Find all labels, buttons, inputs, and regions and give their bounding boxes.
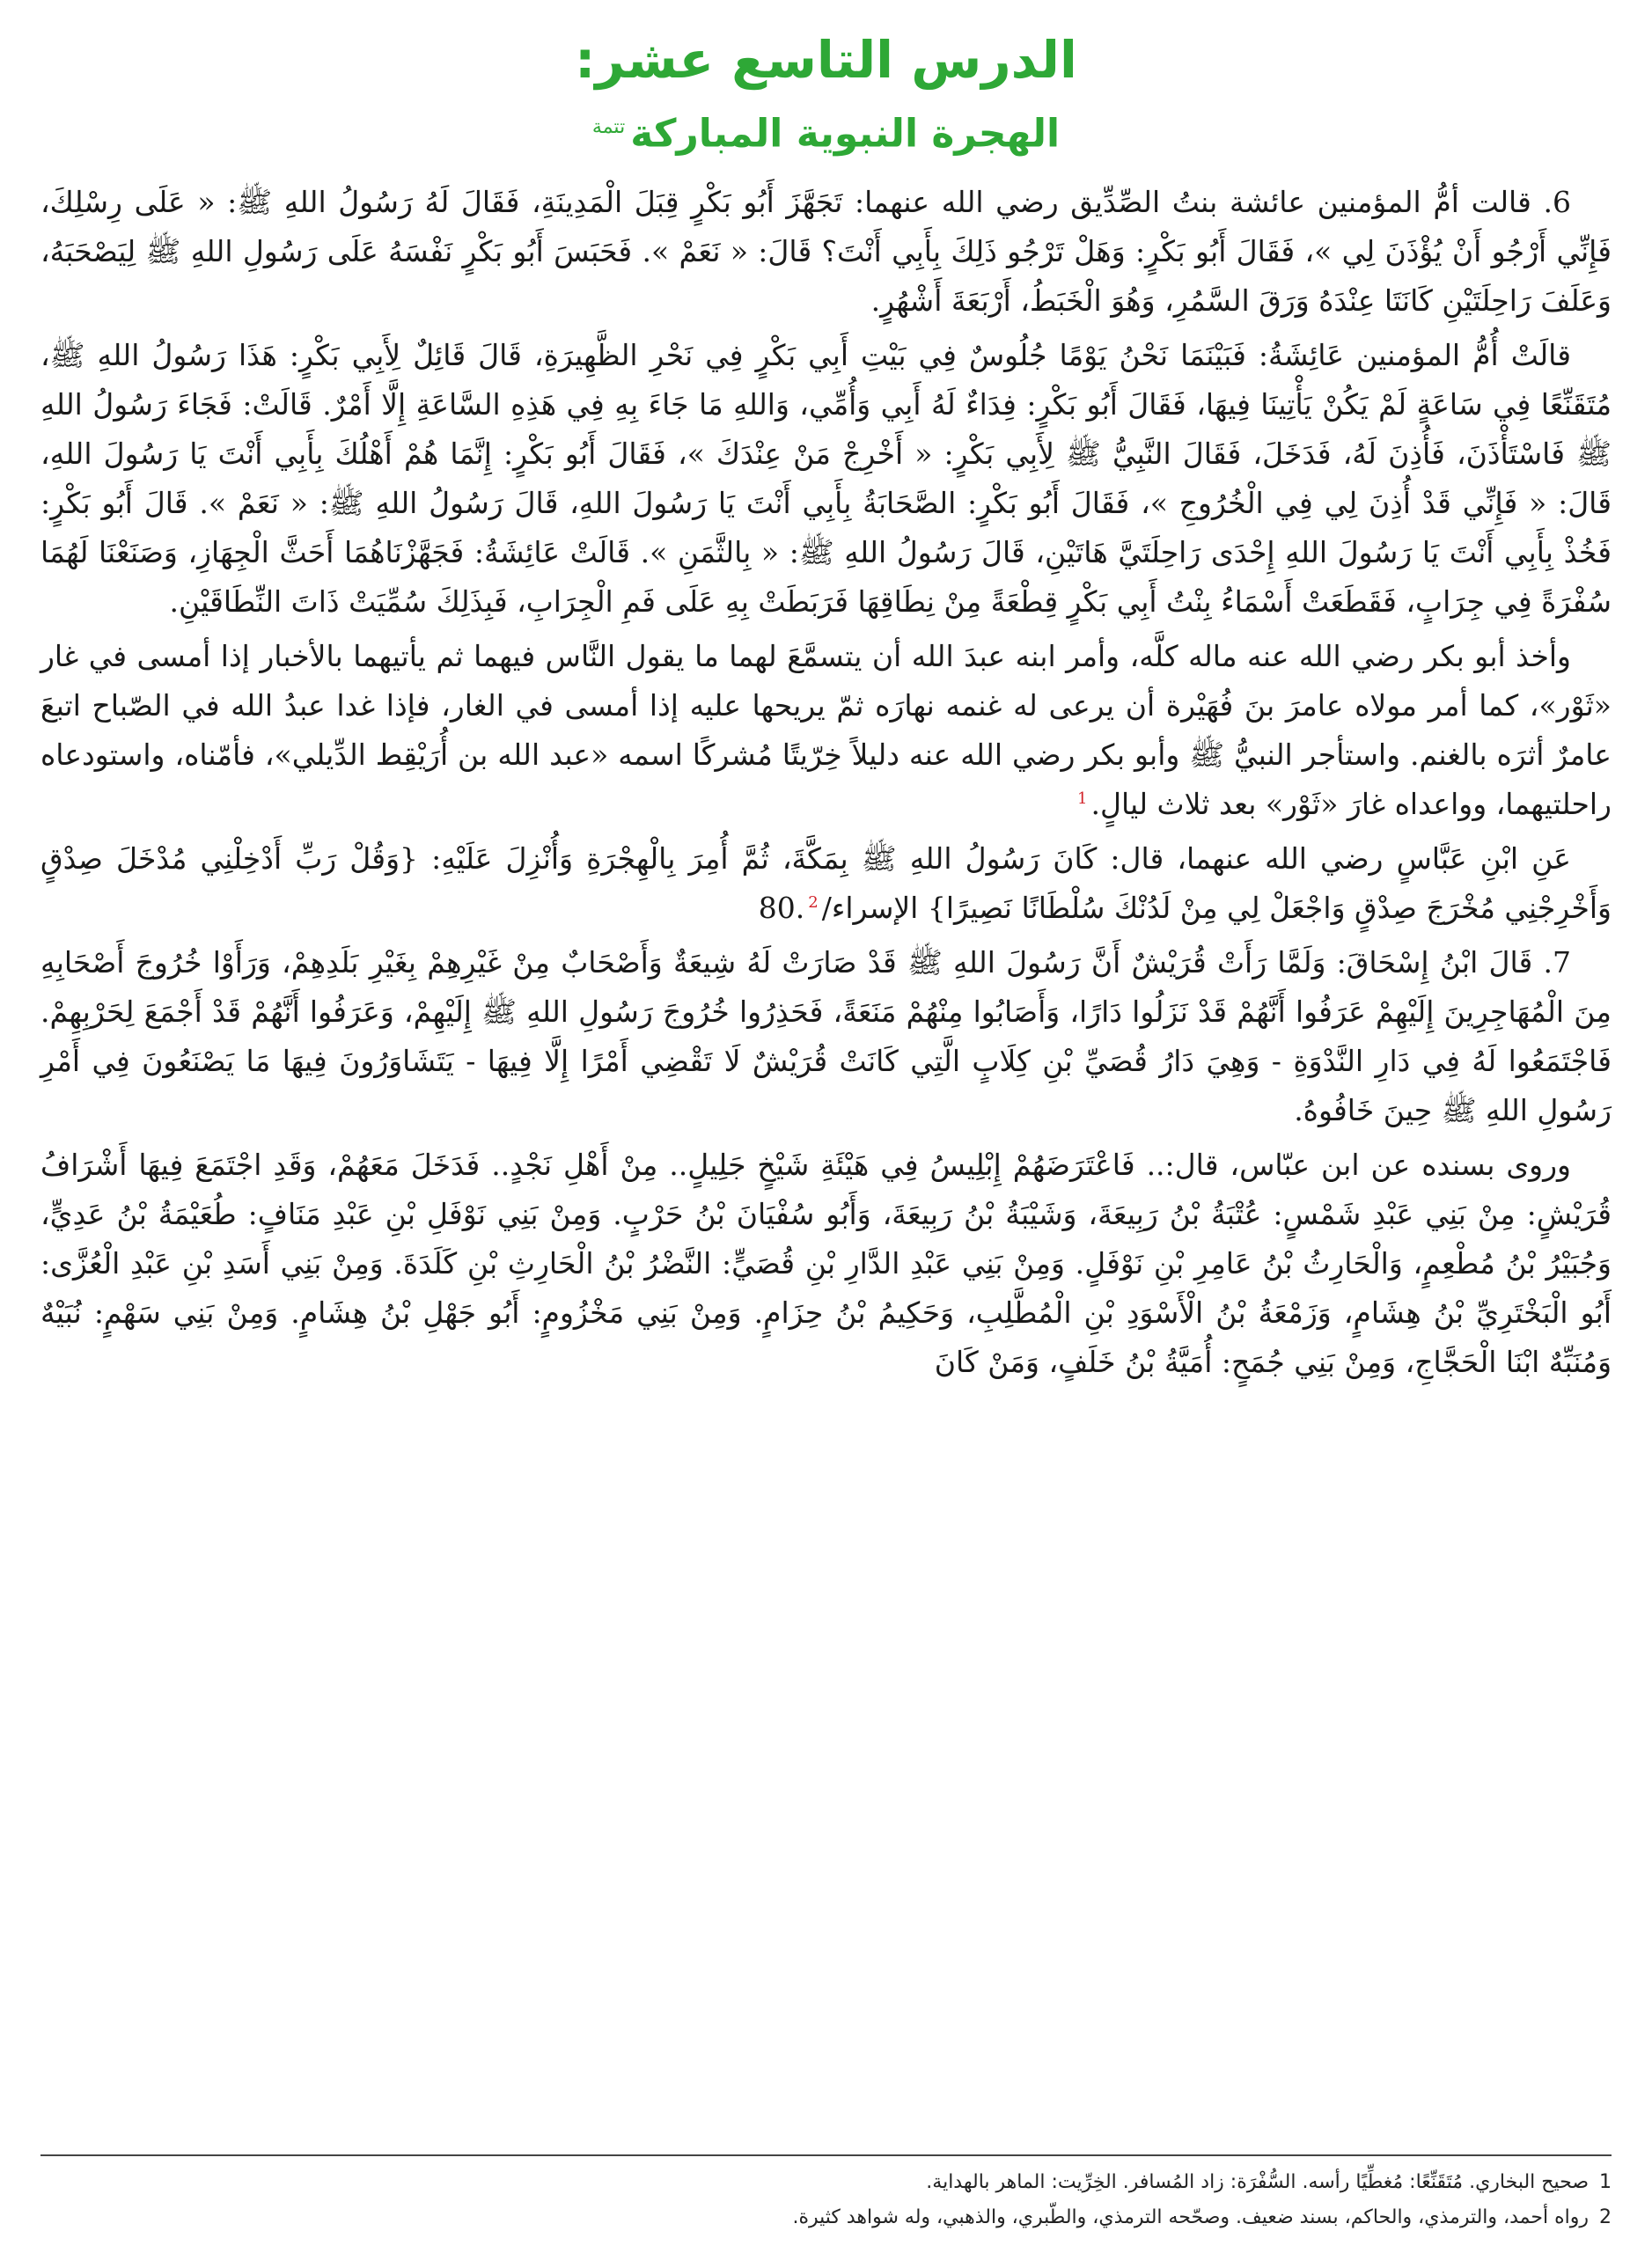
footnote-1 [40, 2165, 1612, 2200]
paragraph-dar-al-nadwa: وروى بسنده عن ابن عبّاس، قال:.. فَاعْتَرَضَهُمْ إِبْلِيسُ فِي هَيْئَةِ شَيْخٍ جَلِيلٍ.. مِنْ أَهْلِ نَجْدٍ.. فَدَخَلَ مَعَهُمْ، وَقَدِ اجْتَمَعَ فِيهَا أَشْرَافُ قُرَيْشٍ: مِنْ بَنِي عَبْدِ شَمْسٍ: عُتْبَةُ بْنُ رَبِيعَةَ، وَشَيْبَةُ بْنُ رَبِيعَةَ، وَأَبُو سُفْيَانَ بْنُ حَرْبٍ. وَمِنْ بَنِي نَوْفَلِ بْنِ عَبْدِ مَنَافٍ: طُعَيْمَةُ بْنُ عَدِيٍّ، وَجُبَيْرُ بْنُ مُطْعِمٍ، وَالْحَارِثُ بْنُ عَامِرِ بْنِ نَوْفَلٍ. وَمِنْ بَنِي عَبْدِ الدَّارِ بْنِ قُصَيٍّ: النَّضْرُ بْنُ الْحَارِثِ بْنِ كَلَدَةَ. وَمِنْ بَنِي أَسَدِ بْنِ عَبْدِ الْعُزَّى: أَبُو الْبَخْتَرِيِّ بْنُ هِشَامٍ، وَزَمْعَةُ بْنُ الْأَسْوَدِ بْنِ الْمُطَّلِبِ، وَحَكِيمُ بْنُ حِزَامٍ. وَمِنْ بَنِي مَخْزُومٍ: أَبُو جَهْلِ بْنُ هِشَامٍ. وَمِنْ بَنِي سَهْمٍ: نُبَيْهٌ وَمُنَبِّهٌ ابْنَا الْحَجَّاجِ، وَمِنْ بَنِي جُمَحٍ: أُمَيَّةُ بْنُ خَلَفٍ، وَمَنْ كَانَ [40, 1147, 1612, 1379]
subtitle-continuation-mark: تتمة [591, 116, 626, 138]
paragraph-ibn-abbas [40, 834, 1612, 933]
subtitle-text: الهجرة النبوية المباركة [630, 111, 1061, 157]
footnote-text: صحيح البخاري. مُتَقَنِّعًا: مُغطِّيًا رأسه. السُّفْرَة: زاد المُسافر. الخِرِّيت: الماهر بالهداية. [926, 2171, 1589, 2193]
paragraph-aisha-account: قالَتْ أُمُّ المؤمنين عَائِشَةُ: فَبَيْنَمَا نَحْنُ يَوْمًا جُلُوسٌ فِي بَيْتِ أَبِي بَكْرٍ فِي نَحْرِ الظَّهِيرَةِ، قَالَ قَائِلٌ لِأَبِي بَكْرٍ: هَذَا رَسُولُ اللهِ ﷺ، مُتَقَنِّعًا فِي سَاعَةٍ لَمْ يَكُنْ يَأْتِينَا فِيهَا، فَقَالَ أَبُو بَكْرٍ: فِدَاءٌ لَهُ أَبِي وَأُمِّي، وَاللهِ مَا جَاءَ بِهِ فِي هَذِهِ السَّاعَةِ إِلَّا أَمْرٌ. قَالَتْ: فَجَاءَ رَسُولُ اللهِ ﷺ فَاسْتَأْذَنَ، فَأُذِنَ لَهُ، فَدَخَلَ، فَقَالَ النَّبِيُّ ﷺ لِأَبِي بَكْرٍ: « أَخْرِجْ مَنْ عِنْدَكَ »، فَقَالَ أَبُو بَكْرٍ: إِنَّمَا هُمْ أَهْلُكَ بِأَبِي أَنْتَ يَا رَسُولَ اللهِ، قَالَ: « فَإِنِّي قَدْ أُذِنَ لِي فِي الْخُرُوجِ »، فَقَالَ أَبُو بَكْرٍ: الصَّحَابَةُ بِأَبِي أَنْتَ يَا رَسُولَ اللهِ، قَالَ رَسُولُ اللهِ ﷺ: « نَعَمْ ». قَالَ أَبُو بَكْرٍ: فَخُذْ بِأَبِي أَنْتَ يَا رَسُولَ اللهِ إِحْدَى رَاحِلَتَيَّ هَاتَيْنِ، قَالَ رَسُولُ اللهِ ﷺ: « بِالثَّمَنِ ». قَالَتْ عَائِشَةُ: فَجَهَّزْنَاهُمَا أَحَثَّ الْجِهَازِ، وَصَنَعْنَا لَهُمَا سُفْرَةً فِي جِرَابٍ، فَقَطَعَتْ أَسْمَاءُ بِنْتُ أَبِي بَكْرٍ قِطْعَةً مِنْ نِطَاقِهَا فَرَبَطَتْ بِهِ عَلَى فَمِ الْجِرَابِ، فَبِذَلِكَ سُمِّيَتْ ذَاتَ النِّطَاقَيْنِ. [40, 337, 1612, 619]
paragraph-ibn-ishaq-7: 7. قَالَ ابْنُ إِسْحَاقَ: وَلَمَّا رَأَتْ قُرَيْشٌ أَنَّ رَسُولَ اللهِ ﷺ قَدْ صَارَتْ لَهُ شِيعَةٌ وَأَصْحَابٌ مِنْ غَيْرِهِمْ بِغَيْرِ بَلَدِهِمْ، وَرَأَوْا خُرُوجَ أَصْحَابِهِ مِنَ الْمُهَاجِرِينَ إِلَيْهِمْ عَرَفُوا أَنَّهُمْ قَدْ نَزَلُوا دَارًا، وَأَصَابُوا مِنْهُمْ مَنَعَةً، فَحَذِرُوا خُرُوجَ رَسُولِ اللهِ ﷺ إِلَيْهِمْ، وَعَرَفُوا أَنَّهُمْ قَدْ أَجْمَعَ لِحَرْبِهِمْ. فَاجْتَمَعُوا لَهُ فِي دَارِ النَّدْوَةِ - وَهِيَ دَارُ قُصَيِّ بْنِ كِلَابٍ الَّتِي كَانَتْ قُرَيْشٌ لَا تَقْضِي أَمْرًا إِلَّا فِيهَا - يَتَشَاوَرُونَ فِيهَا مَا يَصْنَعُونَ فِي أَمْرِ رَسُولِ اللهِ ﷺ حِينَ خَافُوهُ. [40, 944, 1612, 1127]
footnote-text: رواه أحمد، والترمذي، والحاكم، بسند ضعيف. وصحّحه الترمذي، والطّبري، والذهبي، وله شواهد كثيرة. [792, 2206, 1589, 2228]
paragraph-preparations [40, 632, 1612, 829]
footnote-number: 2 [1599, 2206, 1612, 2228]
footnotes [40, 2154, 1612, 2235]
paragraph-preparations-text: وأخذ أبو بكر رضي الله عنه ماله كلَّه، وأمر ابنه عبدَ الله أن يتسمَّعَ لهما ما يقول النَّاس فيهما ثم يأتيهما بالأخبار إذا أمسى في غار «ثَوْر»، كما أمر مولاه عامرَ بنَ فُهَيْرة أن يرعى له غنمه نهارَه ثمّ يريحها عليه إذا أمسى في الغار، فإذا غدا عبدُ الله في الصّباح اتبعَ عامرٌ أثرَه بالغنم. واستأجر النبيُّ ﷺ وأبو بكر رضي الله عنه دليلاً خِرّيتًا مُشركًا اسمه «عبد الله بن أُرَيْقِط الدِّيلي»، فأمّناه، واستودعاه راحلتيهما، وواعداه غارَ «ثَوْر» بعد ثلاث ليالٍ. [40, 638, 1612, 821]
lesson-subtitle [40, 97, 1612, 165]
lesson-title: الدرس التاسع عشر: [575, 30, 1077, 90]
paragraph-hadith-6: 6. قالت أمُّ المؤمنين عائشة بنتُ الصِّدِّيق رضي الله عنهما: تَجَهَّزَ أَبُو بَكْرٍ قِبَلَ الْمَدِينَةِ، فَقَالَ لَهُ رَسُولُ اللهِ ﷺ: « عَلَى رِسْلِكَ، فَإِنِّي أَرْجُو أَنْ يُؤْذَنَ لِي »، فَقَالَ أَبُو بَكْرٍ: وَهَلْ تَرْجُو ذَلِكَ بِأَبِي أَنْتَ؟ قَالَ: « نَعَمْ ». فَحَبَسَ أَبُو بَكْرٍ نَفْسَهُ عَلَى رَسُولِ اللهِ ﷺ لِيَصْحَبَهُ، وَعَلَفَ رَاحِلَتَيْنِ كَانَتَا عِنْدَهُ وَرَقَ السَّمُرِ، وَهُوَ الْخَبَطُ، أَرْبَعَةَ أَشْهُرٍ. [40, 184, 1612, 318]
footnote-ref-2[interactable]: 2 [808, 892, 819, 912]
lesson-body [40, 178, 1612, 1387]
footnote-2 [40, 2200, 1612, 2235]
footnote-number: 1 [1599, 2171, 1612, 2193]
paragraph-ibn-abbas-text: عَنِ ابْنِ عَبَّاسٍ رضي الله عنهما، قال: كَانَ رَسُولُ اللهِ ﷺ بِمَكَّةَ، ثُمَّ أُمِرَ بِالْهِجْرَةِ وَأُنْزِلَ عَلَيْهِ: {وَقُلْ رَبِّ أَدْخِلْنِي مُدْخَلَ صِدْقٍ وَأَخْرِجْنِي مُخْرَجَ صِدْقٍ وَاجْعَلْ لِي مِنْ لَدُنْكَ سُلْطَانًا نَصِيرًا} الإسراء/80. [40, 840, 1612, 925]
footnote-ref-1[interactable]: 1 [1077, 789, 1088, 808]
